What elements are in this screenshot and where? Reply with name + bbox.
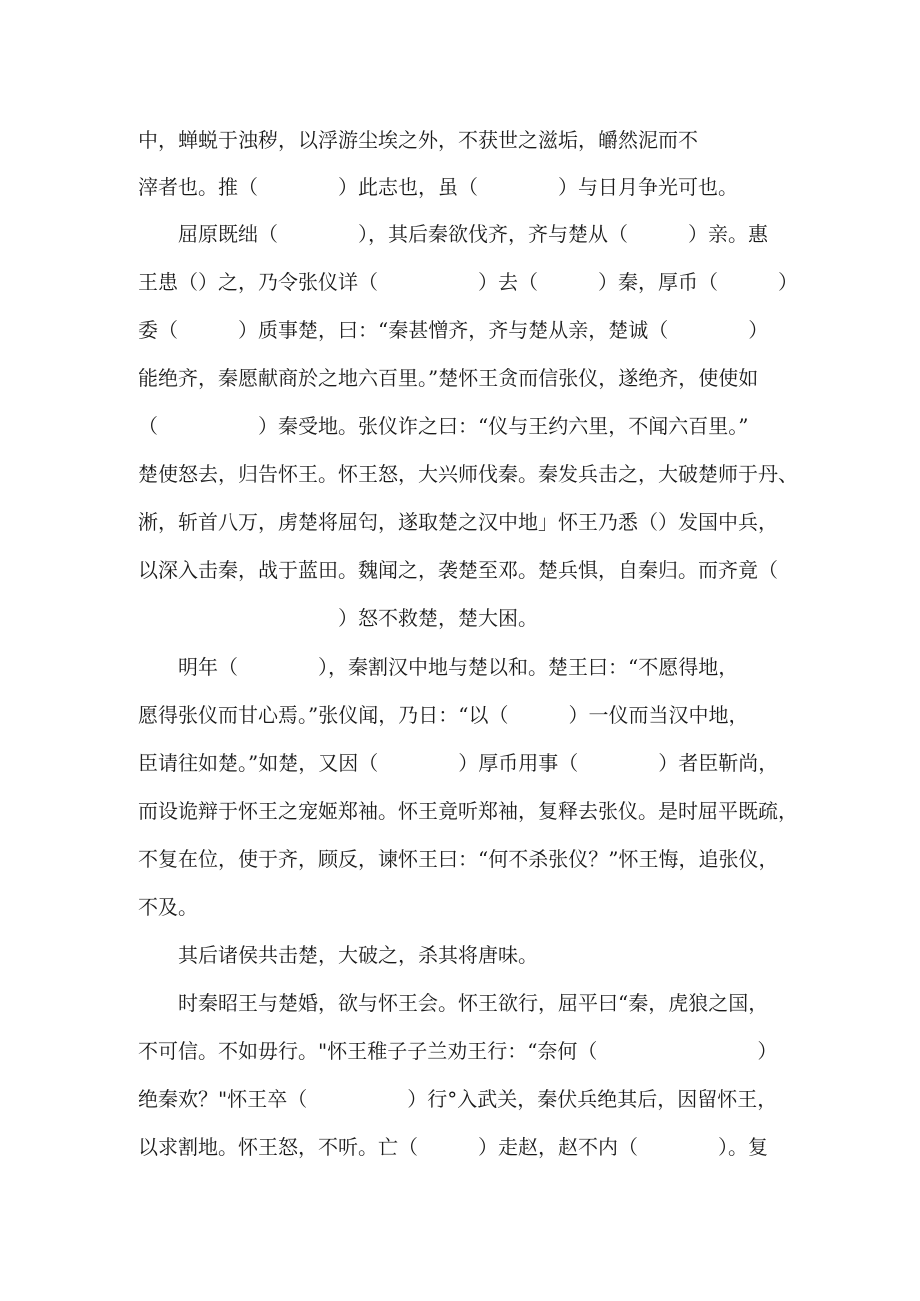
text-line: ）怒不救楚，楚大困。 — [138, 606, 538, 630]
text-line: 时秦昭王与楚婚，欲与怀王会。怀王欲行，屈平曰“秦，虎狼之国， — [138, 991, 769, 1015]
text-line: 楚使怒去，归告怀王。怀王怒，大兴师伐秦。秦发兵击之，大破楚师于丹、 — [138, 462, 798, 486]
text-line: 不及。 — [138, 895, 198, 919]
text-line: 臣请往如楚。”如楚，又因（ ）厚币用事（ ）者臣靳尚， — [138, 751, 779, 775]
text-line: 中，蝉蜕于浊秽，以浮游尘埃之外，不获世之滋垢，皭然泥而不 — [138, 128, 698, 152]
text-line: 屈原既绌（ ），其后秦欲伐齐，齐与楚从（ ）亲。惠 — [138, 222, 768, 246]
text-line: （ ）秦受地。张仪诈之曰：“仪与王约六里，不闻六百里。” — [138, 414, 749, 438]
text-line: 不复在位，使于齐，顾反，谏怀王曰：“何不杀张仪？”怀王悔，追张仪， — [138, 847, 779, 871]
text-line: 明年（ ），秦割汉中地与楚以和。楚王曰：“不愿得地， — [138, 655, 739, 679]
text-line: 委（ ）质事楚，曰：“秦甚憎齐，齐与楚从亲，楚诚（ ） — [138, 318, 769, 342]
text-line: 愿得张仪而甘心焉。”张仪闻，乃日：“以（ ）一仪而当汉中地， — [138, 703, 749, 727]
text-line: 其后诸侯共击楚，大破之，杀其将唐味。 — [138, 943, 538, 967]
text-line: 王患（）之，乃令张仪详（ ）去（ ）秦，厚币（ ） — [138, 270, 798, 294]
text-line: 能绝齐，秦愿献商於之地六百里。”楚怀王贪而信张仪，遂绝齐，使使如 — [138, 366, 759, 390]
text-line: 以求割地。怀王怒，不听。亡（ ）走赵，赵不内（ ）。复 — [138, 1135, 768, 1159]
text-line: 不可信。不如毋行。"怀王稚子子兰劝王行：“奈何（ ） — [138, 1039, 778, 1063]
text-line: 以深入击秦，战于蓝田。魏闻之，袭楚至邓。楚兵惧，自秦归。而齐竟（ — [138, 558, 778, 582]
text-line: 而设诡辩于怀王之宠姬郑袖。怀王竟听郑袖，复释去张仪。是时屈平既疏， — [138, 799, 798, 823]
text-line: 淅，斩首八万，虏楚将屈匄，遂取楚之汉中地」怀王乃悉（）发国中兵， — [138, 510, 778, 534]
text-line: 绝秦欢？"怀王卒（ ）行°入武关，秦伏兵绝其后，因留怀王， — [138, 1087, 778, 1111]
text-line: 滓者也。推（ ）此志也，虽（ ）与日月争光可也。 — [138, 175, 738, 199]
